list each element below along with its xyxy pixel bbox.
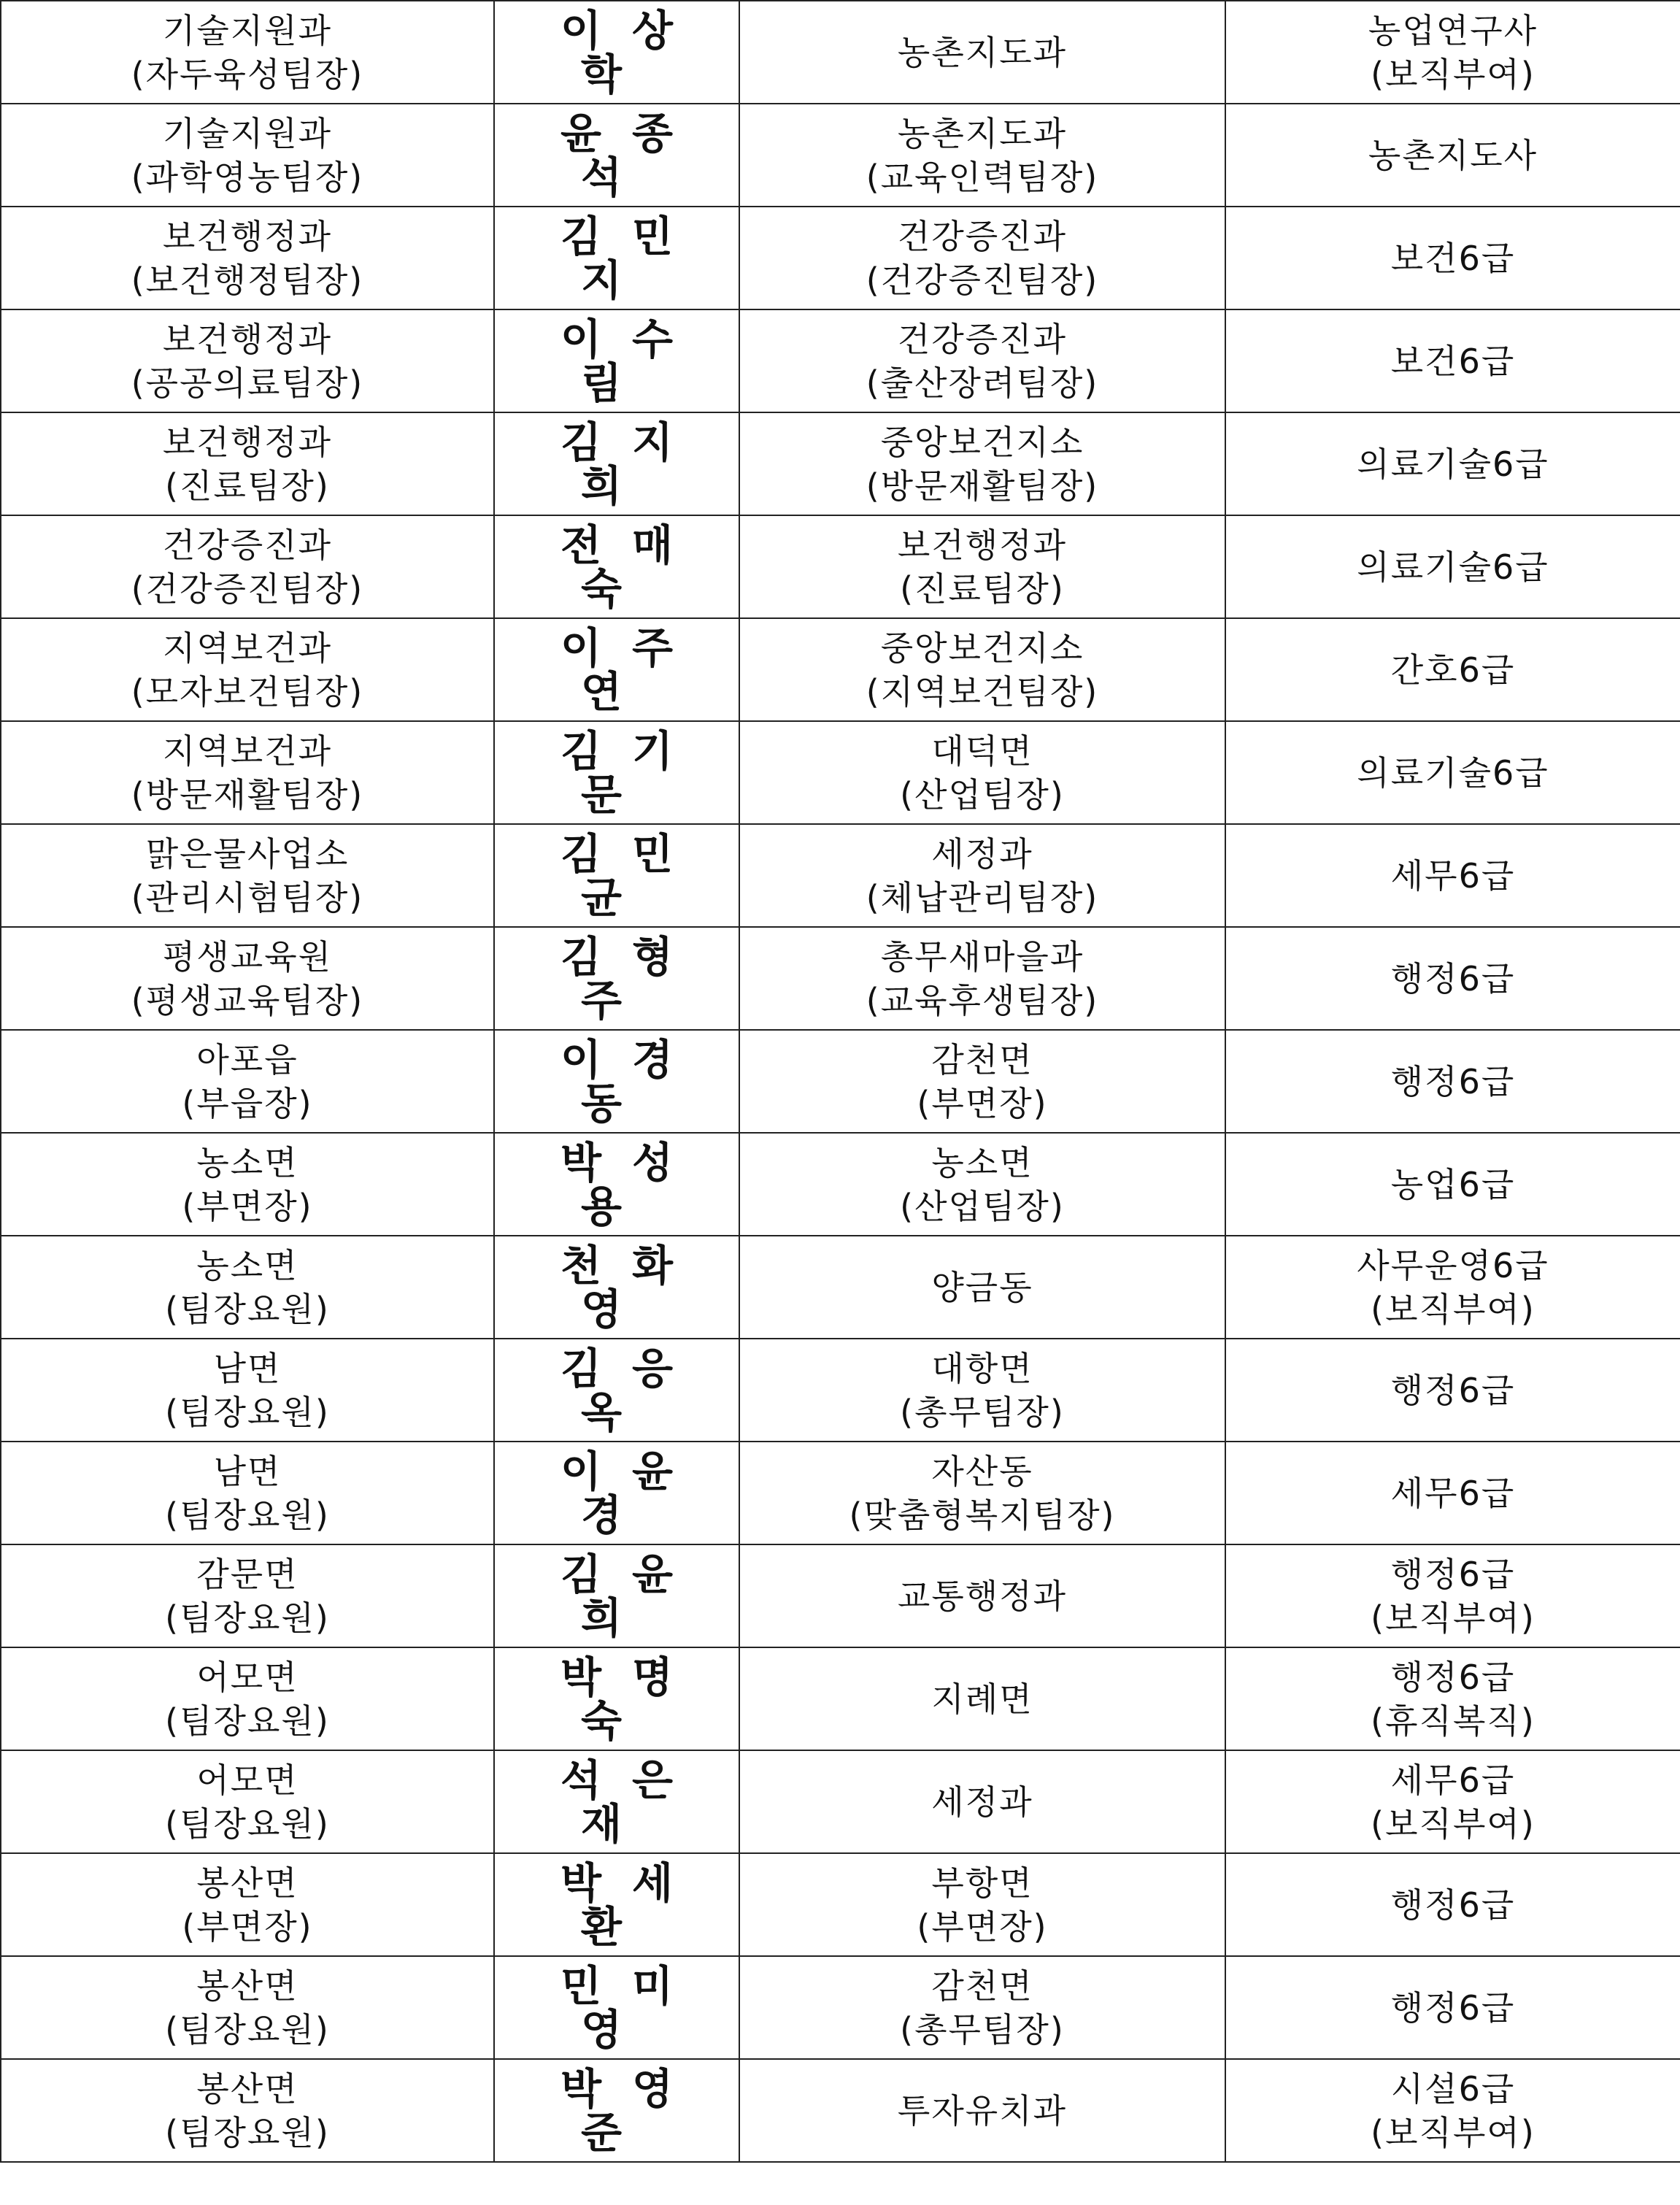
grade-cell-line-1: 농업6급 <box>1390 1164 1516 1204</box>
grade-cell <box>1225 309 1680 412</box>
table-row <box>1 207 1680 309</box>
grade-cell-line-2: (보직부여) <box>1371 1804 1535 1844</box>
new-post-cell <box>739 1853 1225 1956</box>
previous-post-cell-line-2: (건강증진팀장) <box>131 569 364 609</box>
new-post-cell-line-1: 양금동 <box>931 1267 1033 1307</box>
new-post-cell-line-2: (맞춤형복지팀장) <box>849 1495 1116 1535</box>
previous-post-cell <box>1 721 494 824</box>
employee-name-cell: 석은재 <box>494 1750 739 1853</box>
grade-cell-line-1: 농업연구사 <box>1368 10 1538 50</box>
previous-post-cell-line-1: 어모면 <box>196 1657 298 1697</box>
grade-cell-line-1: 행정6급 <box>1390 1370 1516 1410</box>
grade-cell <box>1225 927 1680 1030</box>
previous-post-cell <box>1 1853 494 1956</box>
previous-post-cell-line-2: (자두육성팀장) <box>131 54 364 94</box>
table-row <box>1 104 1680 207</box>
new-post-cell <box>739 412 1225 515</box>
grade-cell <box>1225 824 1680 927</box>
new-post-cell <box>739 515 1225 618</box>
previous-post-cell-line-2: (모자보건팀장) <box>131 671 364 712</box>
previous-post-cell-line-1: 봉산면 <box>196 2069 298 2109</box>
new-post-cell <box>739 104 1225 207</box>
new-post-cell-line-2: (총무팀장) <box>900 1392 1065 1432</box>
grade-cell-line-1: 행정6급 <box>1390 1987 1516 2028</box>
previous-post-cell <box>1 207 494 309</box>
grade-cell <box>1225 2059 1680 2162</box>
new-post-cell <box>739 207 1225 309</box>
previous-post-cell-line-2: (팀장요원) <box>165 2009 330 2050</box>
table-row <box>1 1030 1680 1133</box>
new-post-cell-line-2: (출산장려팀장) <box>866 363 1099 403</box>
employee-name-cell: 이상학 <box>494 1 739 104</box>
previous-post-cell-line-2: (부면장) <box>182 1186 313 1226</box>
previous-post-cell <box>1 1956 494 2059</box>
grade-cell-line-1: 시설6급 <box>1390 2069 1516 2109</box>
new-post-cell <box>739 1236 1225 1339</box>
employee-name-cell: 김지희 <box>494 412 739 515</box>
table-row <box>1 721 1680 824</box>
grade-cell <box>1225 1236 1680 1339</box>
previous-post-cell-line-2: (팀장요원) <box>165 1598 330 1638</box>
grade-cell <box>1225 618 1680 721</box>
grade-cell <box>1225 1442 1680 1544</box>
table-row <box>1 1544 1680 1647</box>
employee-name-cell: 천화영 <box>494 1236 739 1339</box>
new-post-cell <box>739 1339 1225 1442</box>
previous-post-cell-line-2: (과학영농팀장) <box>131 157 364 197</box>
new-post-cell <box>739 618 1225 721</box>
employee-name-cell: 민미영 <box>494 1956 739 2059</box>
table-row <box>1 927 1680 1030</box>
grade-cell <box>1225 1030 1680 1133</box>
previous-post-cell <box>1 515 494 618</box>
grade-cell-line-1: 농촌지도사 <box>1368 135 1538 175</box>
new-post-cell-line-2: (체납관리팀장) <box>866 877 1099 917</box>
new-post-cell-line-1: 중앙보건지소 <box>880 628 1084 668</box>
table-row <box>1 1647 1680 1750</box>
table-row <box>1 309 1680 412</box>
previous-post-cell-line-2: (방문재활팀장) <box>131 774 364 815</box>
previous-post-cell-line-1: 보건행정과 <box>162 216 333 256</box>
table-row <box>1 1442 1680 1544</box>
new-post-cell <box>739 309 1225 412</box>
previous-post-cell-line-2: (팀장요원) <box>165 1804 330 1844</box>
new-post-cell <box>739 1 1225 104</box>
previous-post-cell <box>1 1544 494 1647</box>
grade-cell-line-2: (보직부여) <box>1371 54 1535 94</box>
employee-name-cell: 박세환 <box>494 1853 739 1956</box>
new-post-cell <box>739 1133 1225 1236</box>
personnel-table-body <box>1 1 1680 2162</box>
previous-post-cell-line-1: 남면 <box>213 1348 282 1388</box>
grade-cell-line-1: 보건6급 <box>1390 341 1516 381</box>
employee-name-cell: 이경동 <box>494 1030 739 1133</box>
grade-cell <box>1225 1647 1680 1750</box>
table-row <box>1 824 1680 927</box>
previous-post-cell <box>1 824 494 927</box>
grade-cell-line-1: 의료기술6급 <box>1357 444 1549 484</box>
new-post-cell-line-2: (총무팀장) <box>900 2009 1065 2050</box>
previous-post-cell <box>1 1236 494 1339</box>
previous-post-cell-line-2: (팀장요원) <box>165 1495 330 1535</box>
previous-post-cell <box>1 2059 494 2162</box>
new-post-cell-line-2: (부면장) <box>917 1083 1048 1123</box>
previous-post-cell <box>1 1647 494 1750</box>
previous-post-cell-line-1: 평생교육원 <box>162 936 333 977</box>
grade-cell-line-1: 행정6급 <box>1390 1554 1516 1594</box>
new-post-cell <box>739 1750 1225 1853</box>
employee-name-cell: 김민균 <box>494 824 739 927</box>
previous-post-cell-line-1: 남면 <box>213 1451 282 1491</box>
grade-cell <box>1225 1956 1680 2059</box>
new-post-cell-line-1: 농촌지도과 <box>897 32 1068 72</box>
new-post-cell-line-1: 중앙보건지소 <box>880 422 1084 462</box>
new-post-cell-line-2: (건강증진팀장) <box>866 260 1099 300</box>
grade-cell-line-1: 간호6급 <box>1390 650 1516 690</box>
grade-cell-line-1: 행정6급 <box>1390 958 1516 998</box>
previous-post-cell-line-1: 봉산면 <box>196 1863 298 1903</box>
employee-name-cell: 이윤경 <box>494 1442 739 1544</box>
employee-name-cell: 박성용 <box>494 1133 739 1236</box>
new-post-cell <box>739 1956 1225 2059</box>
previous-post-cell-line-2: (팀장요원) <box>165 1701 330 1741</box>
table-row <box>1 2059 1680 2162</box>
table-row <box>1 1236 1680 1339</box>
new-post-cell-line-2: (교육후생팀장) <box>866 980 1099 1020</box>
new-post-cell-line-1: 대항면 <box>931 1348 1033 1388</box>
grade-cell-line-1: 의료기술6급 <box>1357 547 1549 587</box>
grade-cell-line-2: (휴직복직) <box>1371 1701 1535 1741</box>
employee-name-cell: 이주연 <box>494 618 739 721</box>
new-post-cell-line-2: (방문재활팀장) <box>866 466 1099 506</box>
grade-cell <box>1225 1339 1680 1442</box>
previous-post-cell-line-1: 맑은물사업소 <box>145 834 350 874</box>
new-post-cell-line-2: (교육인력팀장) <box>866 157 1099 197</box>
previous-post-cell-line-2: (진료팀장) <box>165 466 330 506</box>
new-post-cell-line-1: 농촌지도과 <box>897 113 1068 153</box>
previous-post-cell-line-1: 보건행정과 <box>162 422 333 462</box>
grade-cell-line-1: 세무6급 <box>1390 855 1516 896</box>
new-post-cell-line-1: 투자유치과 <box>897 2090 1068 2131</box>
grade-cell <box>1225 721 1680 824</box>
previous-post-cell-line-1: 농소면 <box>196 1142 298 1182</box>
new-post-cell-line-1: 농소면 <box>931 1142 1033 1182</box>
previous-post-cell <box>1 1 494 104</box>
previous-post-cell <box>1 1133 494 1236</box>
grade-cell-line-1: 세무6급 <box>1390 1760 1516 1800</box>
table-row <box>1 1 1680 104</box>
previous-post-cell-line-1: 건강증진과 <box>162 525 333 565</box>
new-post-cell-line-2: (산업팀장) <box>900 774 1065 815</box>
table-row <box>1 618 1680 721</box>
new-post-cell-line-2: (산업팀장) <box>900 1186 1065 1226</box>
employee-name-cell: 박명숙 <box>494 1647 739 1750</box>
new-post-cell-line-1: 세정과 <box>931 834 1033 874</box>
previous-post-cell-line-1: 어모면 <box>196 1760 298 1800</box>
previous-post-cell-line-1: 기술지원과 <box>162 10 333 50</box>
previous-post-cell-line-2: (팀장요원) <box>165 1289 330 1329</box>
new-post-cell <box>739 1442 1225 1544</box>
previous-post-cell-line-1: 지역보건과 <box>162 731 333 771</box>
table-row <box>1 1750 1680 1853</box>
grade-cell-line-2: (보직부여) <box>1371 1598 1535 1638</box>
new-post-cell <box>739 824 1225 927</box>
new-post-cell-line-1: 지례면 <box>931 1679 1033 1719</box>
grade-cell <box>1225 104 1680 207</box>
new-post-cell-line-1: 건강증진과 <box>897 216 1068 256</box>
previous-post-cell-line-2: (공공의료팀장) <box>131 363 364 403</box>
grade-cell-line-2: (보직부여) <box>1371 1289 1535 1329</box>
previous-post-cell-line-1: 봉산면 <box>196 1966 298 2006</box>
previous-post-cell <box>1 618 494 721</box>
employee-name-cell: 전매숙 <box>494 515 739 618</box>
grade-cell-line-1: 사무운영6급 <box>1357 1245 1549 1285</box>
new-post-cell-line-1: 총무새마을과 <box>880 936 1084 977</box>
previous-post-cell-line-2: (보건행정팀장) <box>131 260 364 300</box>
previous-post-cell-line-1: 감문면 <box>196 1554 298 1594</box>
new-post-cell <box>739 927 1225 1030</box>
previous-post-cell-line-1: 지역보건과 <box>162 628 333 668</box>
new-post-cell-line-1: 감천면 <box>931 1966 1033 2006</box>
previous-post-cell <box>1 309 494 412</box>
previous-post-cell-line-2: (평생교육팀장) <box>131 980 364 1020</box>
employee-name-cell: 윤종석 <box>494 104 739 207</box>
new-post-cell <box>739 2059 1225 2162</box>
grade-cell-line-1: 세무6급 <box>1390 1473 1516 1513</box>
new-post-cell <box>739 721 1225 824</box>
new-post-cell <box>739 1544 1225 1647</box>
previous-post-cell <box>1 927 494 1030</box>
previous-post-cell-line-1: 아포읍 <box>196 1039 298 1080</box>
grade-cell <box>1225 1750 1680 1853</box>
table-row <box>1 515 1680 618</box>
new-post-cell-line-1: 세정과 <box>931 1782 1033 1822</box>
grade-cell <box>1225 1853 1680 1956</box>
table-row <box>1 1853 1680 1956</box>
new-post-cell-line-1: 대덕면 <box>931 731 1033 771</box>
new-post-cell-line-1: 감천면 <box>931 1039 1033 1080</box>
previous-post-cell <box>1 1442 494 1544</box>
table-row <box>1 1133 1680 1236</box>
previous-post-cell-line-2: (부읍장) <box>182 1083 313 1123</box>
grade-cell-line-1: 의료기술6급 <box>1357 753 1549 793</box>
grade-cell <box>1225 412 1680 515</box>
grade-cell <box>1225 1133 1680 1236</box>
previous-post-cell-line-1: 보건행정과 <box>162 319 333 359</box>
employee-name-cell: 김형주 <box>494 927 739 1030</box>
new-post-cell-line-1: 자산동 <box>931 1451 1033 1491</box>
new-post-cell-line-2: (지역보건팀장) <box>866 671 1099 712</box>
employee-name-cell: 김윤희 <box>494 1544 739 1647</box>
previous-post-cell <box>1 412 494 515</box>
new-post-cell-line-2: (진료팀장) <box>900 569 1065 609</box>
new-post-cell-line-1: 교통행정과 <box>897 1576 1068 1616</box>
previous-post-cell-line-2: (팀장요원) <box>165 1392 330 1432</box>
previous-post-cell-line-2: (팀장요원) <box>165 2112 330 2152</box>
grade-cell <box>1225 207 1680 309</box>
new-post-cell-line-1: 건강증진과 <box>897 319 1068 359</box>
previous-post-cell-line-1: 기술지원과 <box>162 113 333 153</box>
table-row <box>1 1956 1680 2059</box>
grade-cell-line-1: 행정6급 <box>1390 1885 1516 1925</box>
employee-name-cell: 이수림 <box>494 309 739 412</box>
employee-name-cell: 박영준 <box>494 2059 739 2162</box>
employee-name-cell: 김응옥 <box>494 1339 739 1442</box>
table-row <box>1 1339 1680 1442</box>
new-post-cell <box>739 1030 1225 1133</box>
previous-post-cell <box>1 1339 494 1442</box>
grade-cell <box>1225 515 1680 618</box>
employee-name-cell: 김기문 <box>494 721 739 824</box>
new-post-cell-line-1: 보건행정과 <box>897 525 1068 565</box>
new-post-cell <box>739 1647 1225 1750</box>
previous-post-cell-line-1: 농소면 <box>196 1245 298 1285</box>
grade-cell-line-1: 행정6급 <box>1390 1061 1516 1101</box>
table-row <box>1 412 1680 515</box>
new-post-cell-line-1: 부항면 <box>931 1863 1033 1903</box>
grade-cell-line-1: 행정6급 <box>1390 1657 1516 1697</box>
grade-cell-line-1: 보건6급 <box>1390 238 1516 278</box>
grade-cell <box>1225 1544 1680 1647</box>
grade-cell-line-2: (보직부여) <box>1371 2112 1535 2152</box>
previous-post-cell <box>1 1750 494 1853</box>
previous-post-cell <box>1 104 494 207</box>
new-post-cell-line-2: (부면장) <box>917 1906 1048 1947</box>
previous-post-cell-line-2: (관리시험팀장) <box>131 877 364 917</box>
grade-cell <box>1225 1 1680 104</box>
employee-name-cell: 김민지 <box>494 207 739 309</box>
previous-post-cell <box>1 1030 494 1133</box>
previous-post-cell-line-2: (부면장) <box>182 1906 313 1947</box>
